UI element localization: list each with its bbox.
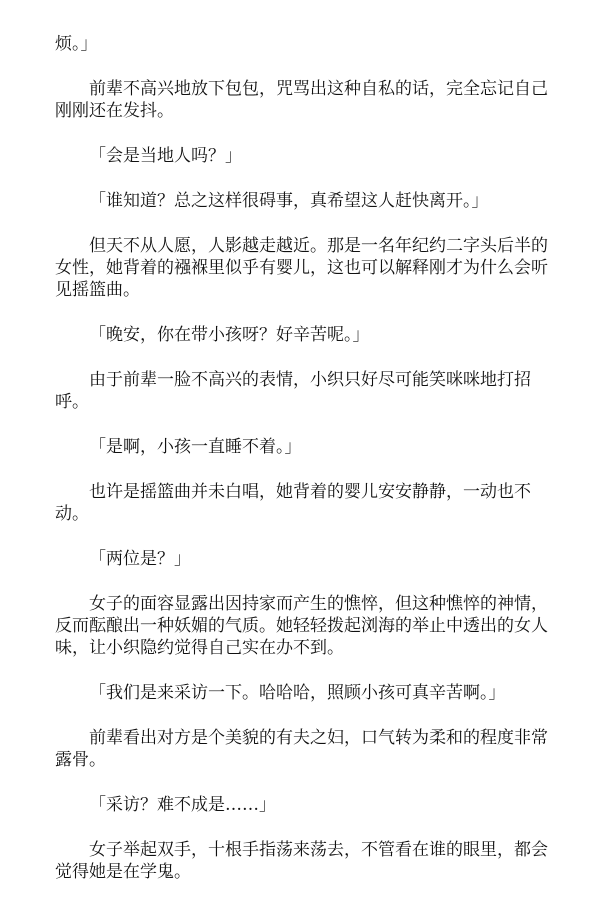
dialogue-line: 「我们是来采访一下。哈哈哈，照顾小孩可真辛苦啊。」 <box>89 683 506 703</box>
paragraph: 也许是摇篮曲并未白唱，她背着的婴儿安安静静，一动也不动。 <box>55 482 531 524</box>
paragraph: 前辈不高兴地放下包包，咒骂出这种自私的话，完全忘记自己刚刚还在发抖。 <box>55 79 548 121</box>
dialogue-line: 「两位是？」 <box>89 549 191 569</box>
paragraph: 但天不从人愿，人影越走越近。那是一名年纪约二字头后半的女性，她背着的襁褓里似乎有婴儿，这也可以解释刚才为什么会听见摇篮曲。 <box>55 236 548 300</box>
paragraph: 女子举起双手，十根手指荡来荡去，不管看在谁的眼里，都会觉得她是在学鬼。 <box>55 840 548 882</box>
dialogue-line: 「采访？难不成是……」 <box>89 795 276 815</box>
paragraph: 前辈看出对方是个美貌的有夫之妇，口气转为柔和的程度非常露骨。 <box>55 728 548 770</box>
paragraph: 由于前辈一脸不高兴的表情，小织只好尽可能笑咪咪地打招呼。 <box>55 370 531 412</box>
document-page <box>55 33 555 906</box>
dialogue-line: 「晚安，你在带小孩呀？好辛苦呢。」 <box>89 325 370 345</box>
dialogue-line: 「谁知道？总之这样很碍事，真希望这人赶快离开。」 <box>89 191 489 211</box>
dialogue-line: 「会是当地人吗？」 <box>89 146 242 166</box>
paragraph: 女子的面容显露出因持家而产生的憔悴，但这种憔悴的神情，反而酝酿出一种妖媚的气质。她轻轻拨起浏海的举止中透出的女人味，让小织隐约觉得自己实在办不到。 <box>55 594 548 658</box>
paragraph: 烦。」 <box>55 34 98 54</box>
dialogue-line: 「是啊，小孩一直睡不着。」 <box>89 437 302 457</box>
